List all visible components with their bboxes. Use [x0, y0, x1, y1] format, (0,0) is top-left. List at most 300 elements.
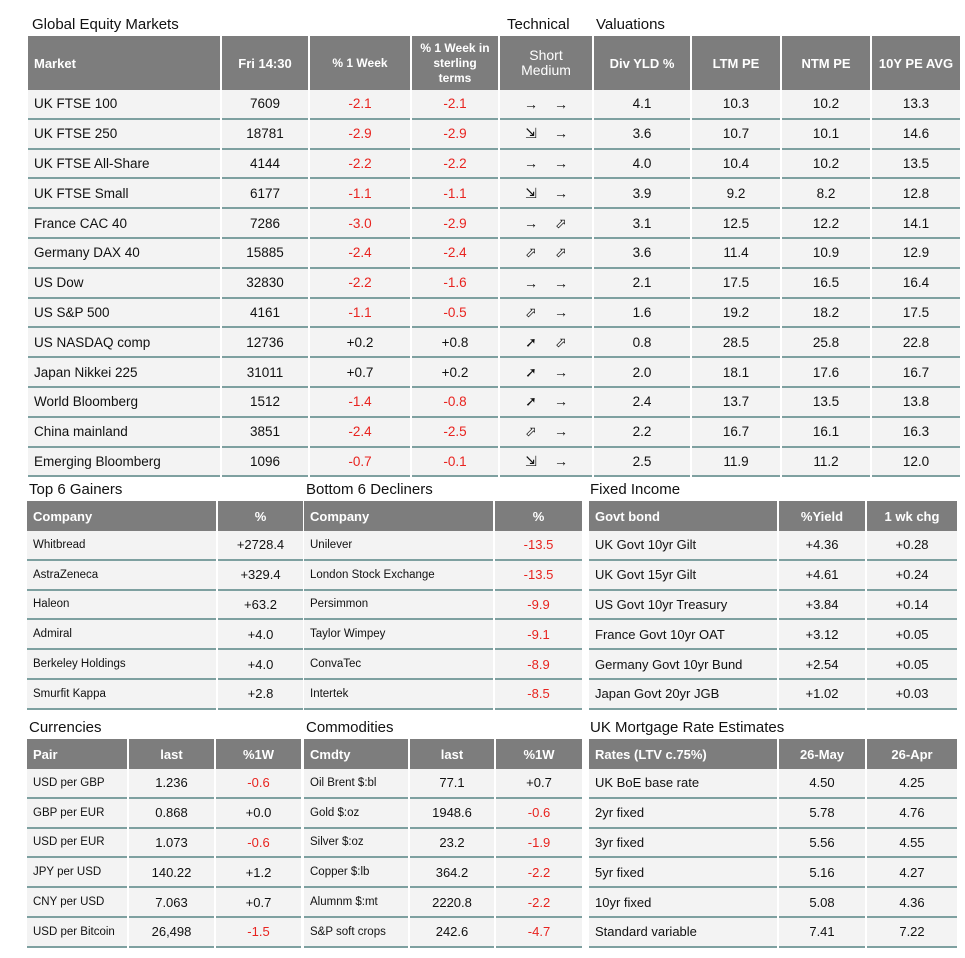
commodity-last: 23.2 [410, 829, 494, 859]
bond-week-change: +0.05 [867, 620, 957, 650]
company-pct: +4.0 [218, 650, 303, 680]
market-price: 6177 [222, 179, 308, 209]
short-trend-arrow-icon: ⇲ [525, 184, 537, 201]
company-pct: -9.9 [495, 591, 582, 621]
header-medium: Medium [521, 62, 571, 78]
ntm-pe: 10.1 [782, 120, 870, 150]
commodity-name: Oil Brent $:bl [304, 769, 408, 799]
commodity-name: S&P soft crops [304, 918, 408, 948]
company-name: Intertek [304, 680, 493, 710]
pe-10y-avg: 16.7 [872, 358, 960, 388]
technical-trend [500, 209, 592, 239]
commodities-table [302, 739, 584, 948]
technical-trend [500, 179, 592, 209]
short-trend-arrow-icon: → [524, 95, 538, 112]
fixed-income-table [587, 501, 959, 710]
market-week-change: -1.1 [310, 179, 410, 209]
currencies-header-last: last [129, 739, 214, 769]
equity-row [28, 328, 960, 358]
ltm-pe: 16.7 [692, 418, 780, 448]
market-name: UK FTSE 250 [28, 120, 220, 150]
short-trend-arrow-icon: → [524, 214, 538, 231]
gainers-row [27, 531, 303, 561]
pe-10y-avg: 14.1 [872, 209, 960, 239]
commodity-week-change: -2.2 [496, 888, 582, 918]
market-price: 7286 [222, 209, 308, 239]
company-name: London Stock Exchange [304, 561, 493, 591]
div-yield: 2.1 [594, 269, 690, 299]
ntm-pe: 25.8 [782, 328, 870, 358]
medium-trend-arrow-icon: ⬀ [555, 333, 567, 350]
rate-may: 5.16 [779, 858, 865, 888]
ntm-pe: 13.5 [782, 388, 870, 418]
company-pct: -13.5 [495, 531, 582, 561]
equity-row [28, 418, 960, 448]
bond-week-change: +0.03 [867, 680, 957, 710]
equity-row [28, 448, 960, 478]
bond-name: UK Govt 10yr Gilt [589, 531, 777, 561]
market-price: 1512 [222, 388, 308, 418]
rate-apr: 4.55 [867, 829, 957, 859]
medium-trend-arrow-icon: → [554, 274, 568, 291]
equity-title: Global Equity Markets [32, 16, 179, 33]
fixed-header-row [589, 501, 957, 531]
pair-name: USD per GBP [27, 769, 127, 799]
equity-row [28, 299, 960, 329]
header-sterling-line2: sterling terms [433, 55, 477, 85]
decliners-row [304, 591, 582, 621]
div-yield: 0.8 [594, 328, 690, 358]
market-price: 31011 [222, 358, 308, 388]
commodities-row [304, 888, 582, 918]
mortgage-header-apr: 26-Apr [867, 739, 957, 769]
commodities-header-last: last [410, 739, 494, 769]
market-week-change: -1.4 [310, 388, 410, 418]
company-name: Haleon [27, 591, 216, 621]
market-week-change: -2.4 [310, 239, 410, 269]
rate-apr: 4.25 [867, 769, 957, 799]
ntm-pe: 12.2 [782, 209, 870, 239]
currencies-row [27, 858, 301, 888]
company-pct: +2.8 [218, 680, 303, 710]
currencies-header-pair: Pair [27, 739, 127, 769]
decliners-row [304, 561, 582, 591]
pair-name: CNY per USD [27, 888, 127, 918]
ltm-pe: 12.5 [692, 209, 780, 239]
currencies-table [25, 739, 303, 948]
decliners-table [302, 501, 584, 710]
mortgage-row [589, 888, 957, 918]
rate-name: 2yr fixed [589, 799, 777, 829]
ntm-pe: 10.2 [782, 150, 870, 180]
gainers-header-pct: % [218, 501, 303, 531]
commodities-row [304, 799, 582, 829]
equity-body [28, 90, 960, 477]
rate-name: 5yr fixed [589, 858, 777, 888]
company-pct: +2728.4 [218, 531, 303, 561]
header-technical [500, 36, 592, 90]
fixed-header-yield: %Yield [779, 501, 865, 531]
header-week: % 1 Week [310, 36, 410, 90]
rate-apr: 7.22 [867, 918, 957, 948]
technical-label: Technical [507, 16, 570, 33]
market-name: France CAC 40 [28, 209, 220, 239]
market-name: Emerging Bloomberg [28, 448, 220, 478]
mortgage-row [589, 769, 957, 799]
rate-name: Standard variable [589, 918, 777, 948]
market-sterling-change: +0.2 [412, 358, 498, 388]
header-div: Div YLD % [594, 36, 690, 90]
short-trend-arrow-icon: ⬀ [525, 423, 537, 440]
market-sterling-change: -2.9 [412, 120, 498, 150]
short-trend-arrow-icon: ➚ [525, 393, 537, 410]
short-trend-arrow-icon: ➚ [525, 363, 537, 380]
technical-trend [500, 448, 592, 478]
market-name: Japan Nikkei 225 [28, 358, 220, 388]
medium-trend-arrow-icon: → [554, 363, 568, 380]
fixed-income-title: Fixed Income [590, 481, 681, 498]
market-week-change: -2.1 [310, 90, 410, 120]
market-week-change: +0.2 [310, 328, 410, 358]
market-name: Germany DAX 40 [28, 239, 220, 269]
technical-trend [500, 358, 592, 388]
rate-apr: 4.36 [867, 888, 957, 918]
technical-trend [500, 299, 592, 329]
fixed_income-row [589, 680, 957, 710]
ntm-pe: 16.1 [782, 418, 870, 448]
header-time: Fri 14:30 [222, 36, 308, 90]
pe-10y-avg: 22.8 [872, 328, 960, 358]
ntm-pe: 16.5 [782, 269, 870, 299]
bond-yield: +3.12 [779, 620, 865, 650]
header-sterling [412, 36, 498, 90]
bond-yield: +1.02 [779, 680, 865, 710]
currencies-row [27, 799, 301, 829]
ltm-pe: 13.7 [692, 388, 780, 418]
company-pct: -9.1 [495, 620, 582, 650]
market-price: 7609 [222, 90, 308, 120]
div-yield: 3.6 [594, 120, 690, 150]
bond-week-change: +0.05 [867, 650, 957, 680]
company-name: Smurfit Kappa [27, 680, 216, 710]
commodity-last: 364.2 [410, 858, 494, 888]
decliners-header-company: Company [304, 501, 493, 531]
decliners-row [304, 531, 582, 561]
pair-last: 1.236 [129, 769, 214, 799]
pair-last: 7.063 [129, 888, 214, 918]
pair-week-change: -0.6 [216, 769, 301, 799]
pair-week-change: +1.2 [216, 858, 301, 888]
company-name: Admiral [27, 620, 216, 650]
bond-week-change: +0.24 [867, 561, 957, 591]
bond-yield: +4.61 [779, 561, 865, 591]
medium-trend-arrow-icon: → [554, 184, 568, 201]
market-sterling-change: +0.8 [412, 328, 498, 358]
market-price: 32830 [222, 269, 308, 299]
div-yield: 2.5 [594, 448, 690, 478]
pe-10y-avg: 14.6 [872, 120, 960, 150]
bond-week-change: +0.14 [867, 591, 957, 621]
commodity-week-change: -1.9 [496, 829, 582, 859]
market-week-change: -3.0 [310, 209, 410, 239]
rate-name: 10yr fixed [589, 888, 777, 918]
market-week-change: -2.4 [310, 418, 410, 448]
gainers-row [27, 620, 303, 650]
header-market: Market [28, 36, 220, 90]
technical-trend [500, 150, 592, 180]
div-yield: 2.4 [594, 388, 690, 418]
bond-name: UK Govt 15yr Gilt [589, 561, 777, 591]
bond-name: France Govt 10yr OAT [589, 620, 777, 650]
technical-trend [500, 239, 592, 269]
technical-trend [500, 388, 592, 418]
commodities-header-row [304, 739, 582, 769]
medium-trend-arrow-icon: → [554, 452, 568, 469]
div-yield: 2.2 [594, 418, 690, 448]
currencies-body [27, 769, 301, 948]
ltm-pe: 10.4 [692, 150, 780, 180]
market-name: US Dow [28, 269, 220, 299]
mortgage-row [589, 918, 957, 948]
company-name: ConvaTec [304, 650, 493, 680]
medium-trend-arrow-icon: → [554, 423, 568, 440]
equity-row [28, 120, 960, 150]
medium-trend-arrow-icon: ⬀ [555, 244, 567, 261]
pair-last: 140.22 [129, 858, 214, 888]
pair-week-change: -1.5 [216, 918, 301, 948]
market-week-change: -1.1 [310, 299, 410, 329]
decliners-header-row [304, 501, 582, 531]
gainers-row [27, 591, 303, 621]
equity-header-row [28, 36, 960, 90]
bond-name: US Govt 10yr Treasury [589, 591, 777, 621]
commodities-row [304, 769, 582, 799]
decliners-row [304, 650, 582, 680]
pair-last: 1.073 [129, 829, 214, 859]
technical-trend [500, 418, 592, 448]
company-pct: -13.5 [495, 561, 582, 591]
market-name: US S&P 500 [28, 299, 220, 329]
company-pct: -8.5 [495, 680, 582, 710]
bond-name: Germany Govt 10yr Bund [589, 650, 777, 680]
market-price: 1096 [222, 448, 308, 478]
market-week-change: -2.2 [310, 150, 410, 180]
pe-10y-avg: 16.3 [872, 418, 960, 448]
commodities-body [304, 769, 582, 948]
short-trend-arrow-icon: ⇲ [525, 125, 537, 142]
equity-row [28, 239, 960, 269]
commodity-name: Alumnm $:mt [304, 888, 408, 918]
short-trend-arrow-icon: ⬀ [525, 303, 537, 320]
bond-name: Japan Govt 20yr JGB [589, 680, 777, 710]
decliners-row [304, 620, 582, 650]
fixed_income-row [589, 650, 957, 680]
technical-trend [500, 269, 592, 299]
mortgage-body [589, 769, 957, 948]
commodity-week-change: +0.7 [496, 769, 582, 799]
company-pct: +4.0 [218, 620, 303, 650]
gainers-header-company: Company [27, 501, 216, 531]
header-ntm: NTM PE [782, 36, 870, 90]
commodity-name: Copper $:lb [304, 858, 408, 888]
currencies-title: Currencies [29, 719, 102, 736]
short-trend-arrow-icon: ➚ [525, 333, 537, 350]
company-name: Persimmon [304, 591, 493, 621]
equity-row [28, 150, 960, 180]
medium-trend-arrow-icon: → [554, 125, 568, 142]
rate-name: UK BoE base rate [589, 769, 777, 799]
rate-name: 3yr fixed [589, 829, 777, 859]
equity-row [28, 269, 960, 299]
div-yield: 1.6 [594, 299, 690, 329]
gainers-title: Top 6 Gainers [29, 481, 123, 498]
short-trend-arrow-icon: → [524, 155, 538, 172]
header-short: Short [529, 47, 563, 63]
fixed-header-bond: Govt bond [589, 501, 777, 531]
gainers-row [27, 680, 303, 710]
fixed_income-row [589, 531, 957, 561]
commodity-name: Silver $:oz [304, 829, 408, 859]
equity-table [26, 36, 962, 477]
rate-may: 7.41 [779, 918, 865, 948]
market-sterling-change: -1.1 [412, 179, 498, 209]
market-price: 18781 [222, 120, 308, 150]
commodity-week-change: -0.6 [496, 799, 582, 829]
ltm-pe: 28.5 [692, 328, 780, 358]
market-name: World Bloomberg [28, 388, 220, 418]
medium-trend-arrow-icon: → [554, 393, 568, 410]
company-name: AstraZeneca [27, 561, 216, 591]
ltm-pe: 11.4 [692, 239, 780, 269]
company-name: Unilever [304, 531, 493, 561]
mortgage-row [589, 829, 957, 859]
commodities-title: Commodities [306, 719, 394, 736]
commodities-header-cmdty: Cmdty [304, 739, 408, 769]
bond-yield: +2.54 [779, 650, 865, 680]
commodity-last: 77.1 [410, 769, 494, 799]
div-yield: 4.1 [594, 90, 690, 120]
ltm-pe: 10.7 [692, 120, 780, 150]
market-price: 12736 [222, 328, 308, 358]
div-yield: 4.0 [594, 150, 690, 180]
ntm-pe: 8.2 [782, 179, 870, 209]
market-price: 4161 [222, 299, 308, 329]
market-sterling-change: -0.5 [412, 299, 498, 329]
market-price: 15885 [222, 239, 308, 269]
commodity-last: 2220.8 [410, 888, 494, 918]
div-yield: 3.1 [594, 209, 690, 239]
ltm-pe: 17.5 [692, 269, 780, 299]
ltm-pe: 9.2 [692, 179, 780, 209]
market-sterling-change: -2.5 [412, 418, 498, 448]
short-trend-arrow-icon: → [524, 274, 538, 291]
market-sterling-change: -2.2 [412, 150, 498, 180]
ltm-pe: 11.9 [692, 448, 780, 478]
equity-row [28, 90, 960, 120]
pair-week-change: +0.0 [216, 799, 301, 829]
pair-name: GBP per EUR [27, 799, 127, 829]
currencies-row [27, 918, 301, 948]
fixed-income-body [589, 531, 957, 710]
ntm-pe: 10.2 [782, 90, 870, 120]
pe-10y-avg: 13.5 [872, 150, 960, 180]
currencies-header-row [27, 739, 301, 769]
mortgage-header-may: 26-May [779, 739, 865, 769]
header-sterling-line1: % 1 Week in [420, 40, 490, 55]
decliners-header-pct: % [495, 501, 582, 531]
market-name: US NASDAQ comp [28, 328, 220, 358]
market-sterling-change: -2.1 [412, 90, 498, 120]
decliners-title: Bottom 6 Decliners [306, 481, 433, 498]
ltm-pe: 18.1 [692, 358, 780, 388]
market-sterling-change: -1.6 [412, 269, 498, 299]
valuations-label: Valuations [596, 16, 665, 33]
market-name: UK FTSE 100 [28, 90, 220, 120]
commodities-row [304, 858, 582, 888]
company-name: Taylor Wimpey [304, 620, 493, 650]
gainers-body [27, 531, 303, 710]
pair-name: USD per Bitcoin [27, 918, 127, 948]
commodity-last: 1948.6 [410, 799, 494, 829]
market-name: China mainland [28, 418, 220, 448]
market-week-change: -0.7 [310, 448, 410, 478]
equity-row [28, 388, 960, 418]
short-trend-arrow-icon: ⬀ [525, 244, 537, 261]
rate-may: 4.50 [779, 769, 865, 799]
decliners-row [304, 680, 582, 710]
mortgage-title: UK Mortgage Rate Estimates [590, 719, 785, 736]
market-name: UK FTSE Small [28, 179, 220, 209]
fixed_income-row [589, 561, 957, 591]
pe-10y-avg: 13.3 [872, 90, 960, 120]
decliners-body [304, 531, 582, 710]
equity-row [28, 209, 960, 239]
market-name: UK FTSE All-Share [28, 150, 220, 180]
technical-trend [500, 90, 592, 120]
currencies-row [27, 769, 301, 799]
pair-week-change: +0.7 [216, 888, 301, 918]
pe-10y-avg: 13.8 [872, 388, 960, 418]
ntm-pe: 17.6 [782, 358, 870, 388]
mortgage-header-rates: Rates (LTV c.75%) [589, 739, 777, 769]
medium-trend-arrow-icon: ⬀ [555, 214, 567, 231]
pair-name: USD per EUR [27, 829, 127, 859]
fixed_income-row [589, 620, 957, 650]
ltm-pe: 19.2 [692, 299, 780, 329]
ntm-pe: 10.9 [782, 239, 870, 269]
market-sterling-change: -2.9 [412, 209, 498, 239]
gainers-table [25, 501, 305, 710]
mortgage-row [589, 799, 957, 829]
medium-trend-arrow-icon: → [554, 155, 568, 172]
pair-last: 0.868 [129, 799, 214, 829]
company-name: Berkeley Holdings [27, 650, 216, 680]
div-yield: 2.0 [594, 358, 690, 388]
company-pct: +329.4 [218, 561, 303, 591]
bond-week-change: +0.28 [867, 531, 957, 561]
market-price: 3851 [222, 418, 308, 448]
ntm-pe: 11.2 [782, 448, 870, 478]
pair-week-change: -0.6 [216, 829, 301, 859]
equity-row [28, 358, 960, 388]
gainers-header-row [27, 501, 303, 531]
fixed-header-chg: 1 wk chg [867, 501, 957, 531]
rate-may: 5.78 [779, 799, 865, 829]
gainers-row [27, 561, 303, 591]
short-trend-arrow-icon: ⇲ [525, 452, 537, 469]
commodities-row [304, 829, 582, 859]
rate-may: 5.08 [779, 888, 865, 918]
